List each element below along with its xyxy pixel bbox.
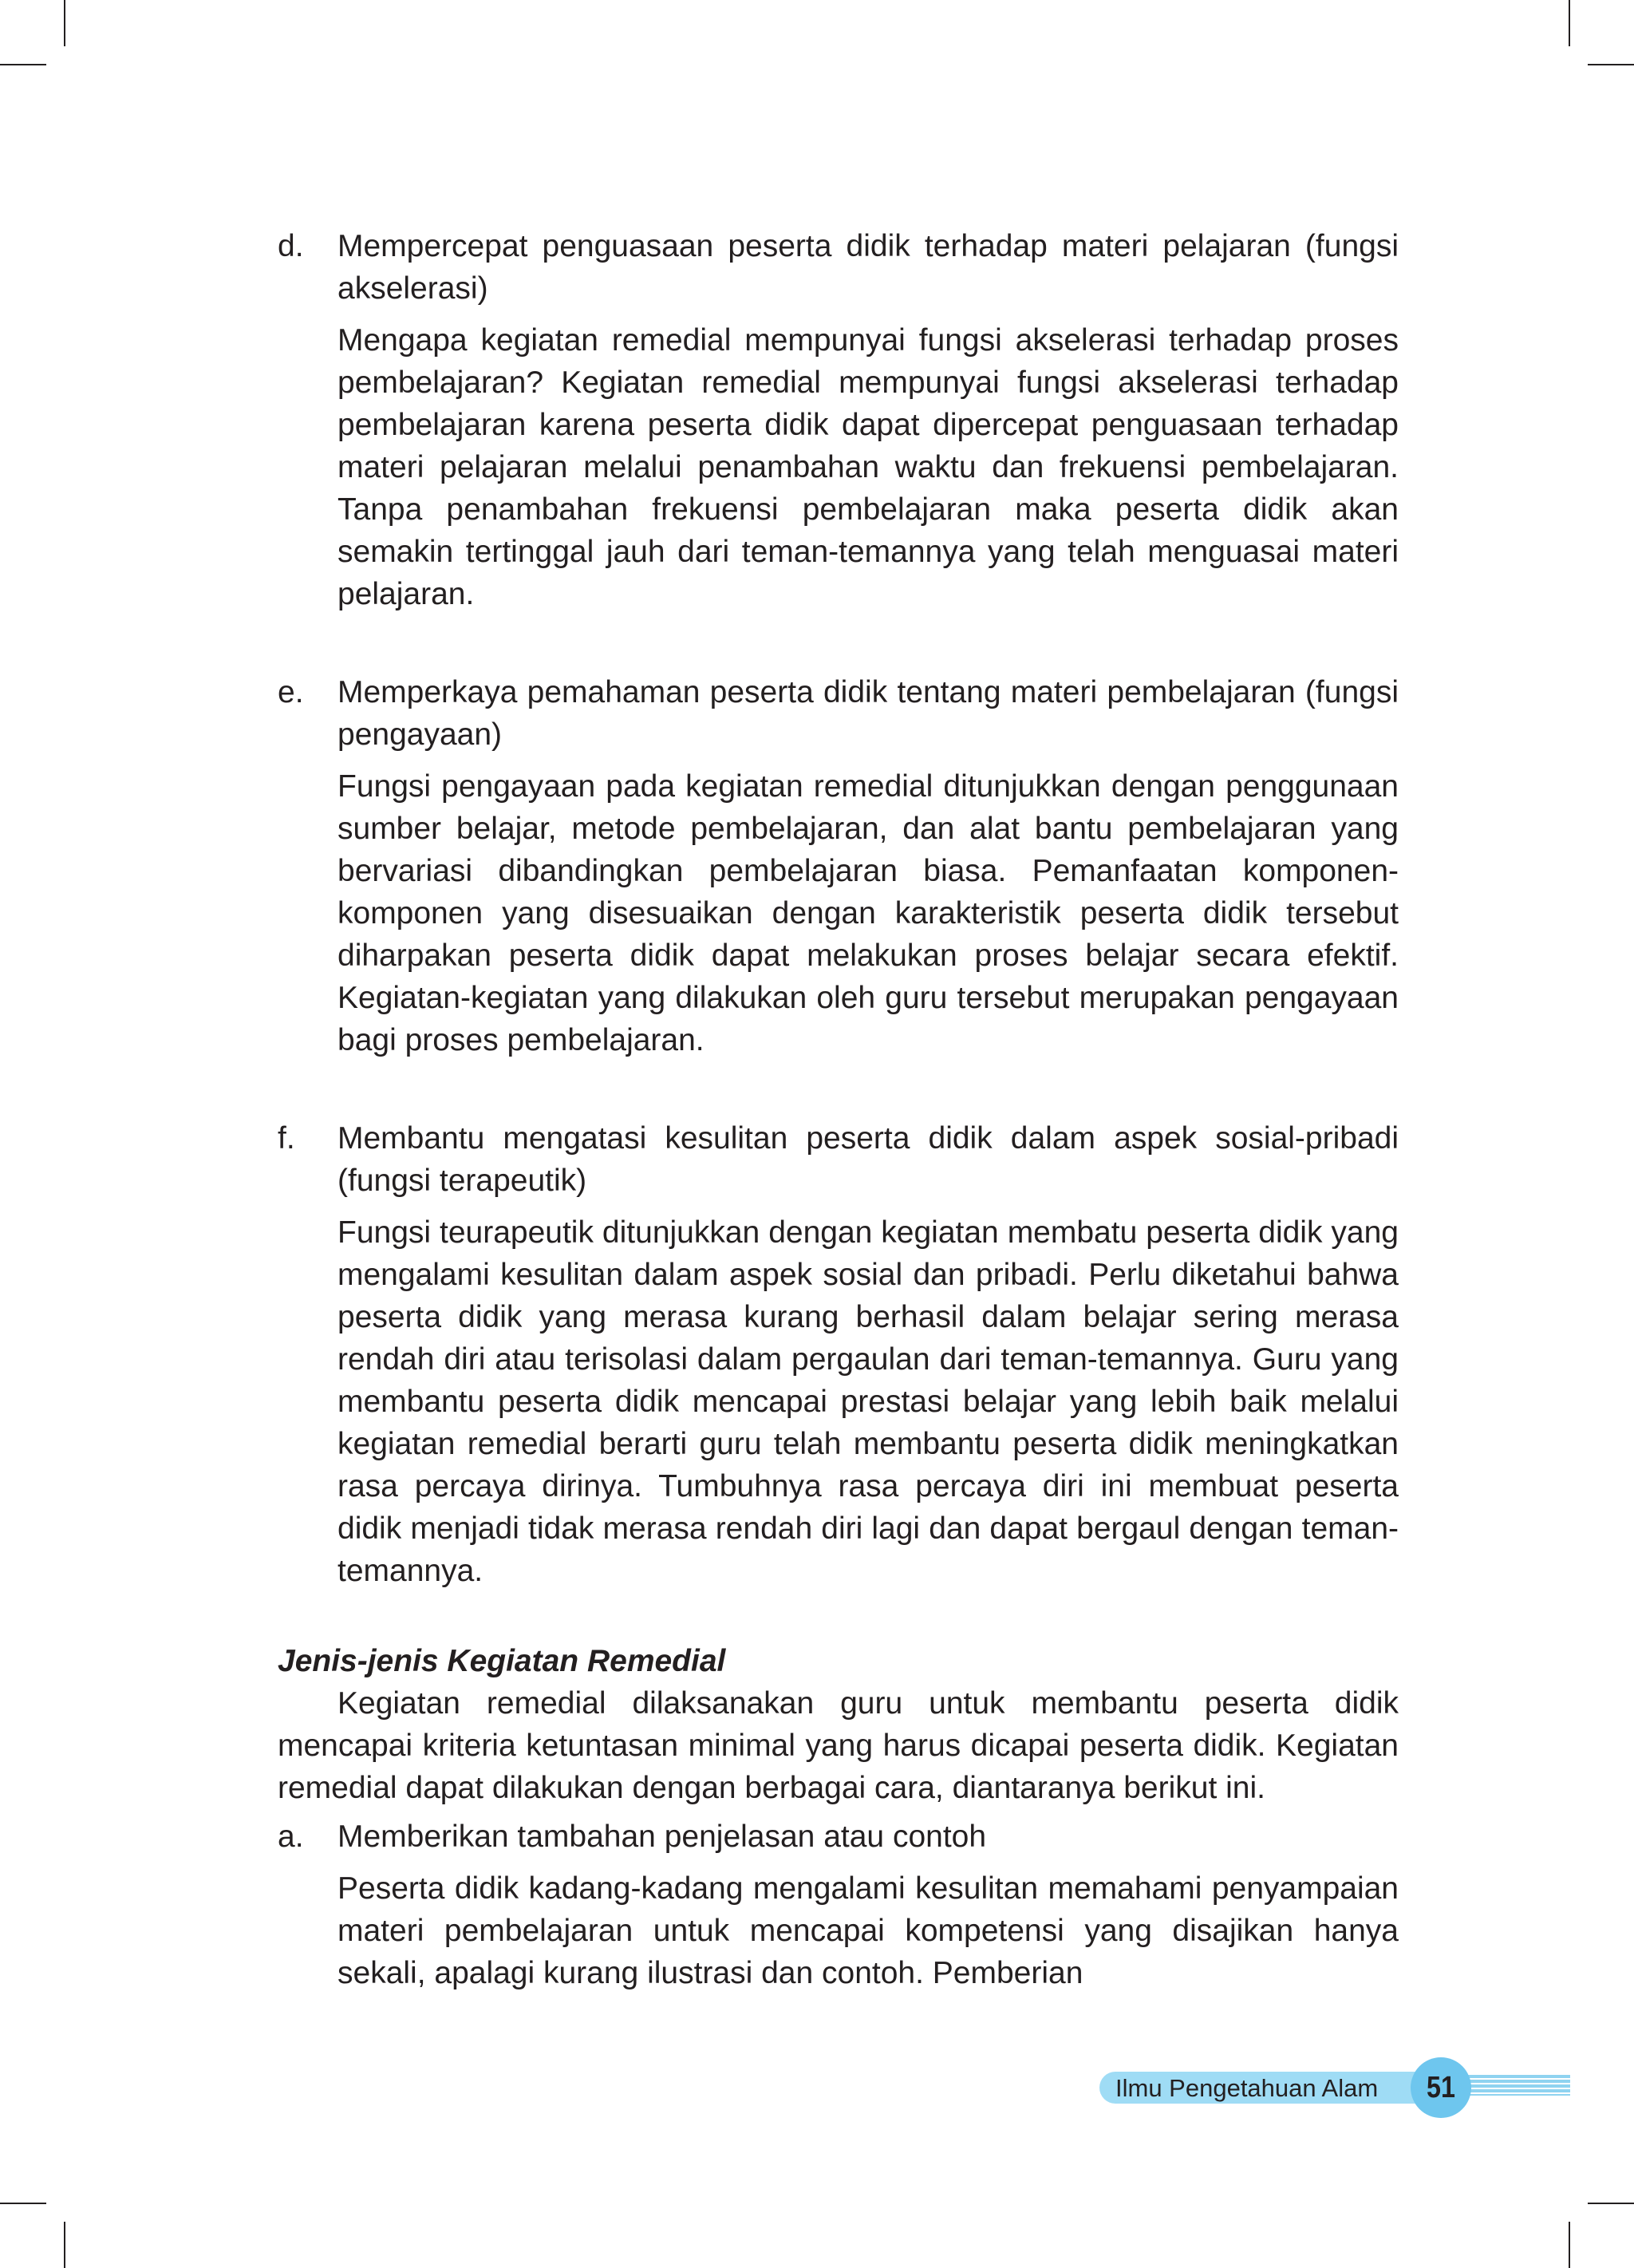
list-marker: d.	[278, 229, 304, 263]
crop-mark	[64, 2222, 65, 2268]
item-body: Peserta didik kadang-kadang mengalami kesulitan memahami penyampaian materi pembelajaran untuk mencapai kompetensi yang disajikan hanya sekali, apalagi kurang ilustrasi dan contoh. Pemberian	[337, 1871, 1399, 1990]
list-item-a	[278, 1816, 1399, 1994]
item-title: Membantu mengatasi kesulitan peserta didik dalam aspek sosial-pribadi (fungsi terapeutik)	[337, 1121, 1399, 1198]
item-title: Memberikan tambahan penjelasan atau contoh	[337, 1820, 987, 1854]
page-number: 51	[1427, 2071, 1455, 2104]
crop-mark	[1588, 64, 1634, 65]
list-item-e	[278, 671, 1399, 1061]
book-title: Ilmu Pengetahuan Alam	[1115, 2074, 1379, 2102]
item-title: Memperkaya pemahaman peserta didik tentang materi pembelajaran (fungsi pengayaan)	[337, 675, 1399, 752]
crop-mark	[1569, 0, 1570, 46]
page-footer	[1099, 2057, 1570, 2118]
item-body: Mengapa kegiatan remedial mempunyai fungsi akselerasi terhadap proses pembelajaran? Kegiatan remedial mempunyai fungsi akselerasi terhadap pembelajaran karena peserta didik dapat dipercepat penguasaan terhadap materi pelajaran melalui penambahan waktu dan frekuensi pembelajaran. Tanpa penambahan frekuensi pembelajaran maka peserta didik akan semakin tertinggal jauh dari teman-temannya yang telah menguasai materi pelajaran.	[337, 323, 1399, 611]
crop-mark	[64, 0, 65, 46]
list-marker: a.	[278, 1820, 304, 1854]
list-item-d	[278, 225, 1399, 615]
list-item-f	[278, 1117, 1399, 1592]
page-content	[278, 225, 1399, 1994]
list-marker: e.	[278, 675, 304, 709]
item-title: Mempercepat penguasaan peserta didik terhadap materi pelajaran (fungsi akselerasi)	[337, 229, 1399, 306]
crop-mark	[1588, 2203, 1634, 2204]
section-heading: Jenis-jenis Kegiatan Remedial	[278, 1644, 726, 1678]
item-body: Fungsi pengayaan pada kegiatan remedial ditunjukkan dengan penggunaan sumber belajar, metode pembelajaran, dan alat bantu pembelajaran yang bervariasi dibandingkan pembelajaran biasa. Pemanfaatan komponen-komponen yang disesuaikan dengan karakteristik peserta didik tersebut diharpakan peserta didik dapat melakukan proses belajar secara efektif. Kegiatan-kegiatan yang dilakukan oleh guru tersebut merupakan pengayaan bagi proses pembelajaran.	[337, 769, 1399, 1057]
item-body: Fungsi teurapeutik ditunjukkan dengan kegiatan membatu peserta didik yang mengalami kesulitan dalam aspek sosial dan pribadi. Perlu diketahui bahwa peserta didik yang merasa kurang berhasil dalam belajar sering merasa rendah diri atau terisolasi dalam pergaulan dari teman-temannya. Guru yang membantu peserta didik mencapai prestasi belajar yang lebih baik melalui kegiatan remedial berarti guru telah membantu peserta didik meningkatkan rasa percaya dirinya. Tumbuhnya rasa percaya diri ini membuat peserta didik menjadi tidak merasa rendah diri lagi dan dapat bergaul dengan teman-temannya.	[337, 1215, 1399, 1588]
crop-mark	[0, 2203, 46, 2204]
crop-mark	[0, 64, 46, 65]
list-marker: f.	[278, 1121, 295, 1156]
crop-mark	[1569, 2222, 1570, 2268]
intro-paragraph: Kegiatan remedial dilaksanakan guru untuk membantu peserta didik mencapai kriteria ketuntasan minimal yang harus dicapai peserta didik. Kegiatan remedial dapat dilakukan dengan berbagai cara, diantaranya berikut ini.	[278, 1686, 1399, 1805]
